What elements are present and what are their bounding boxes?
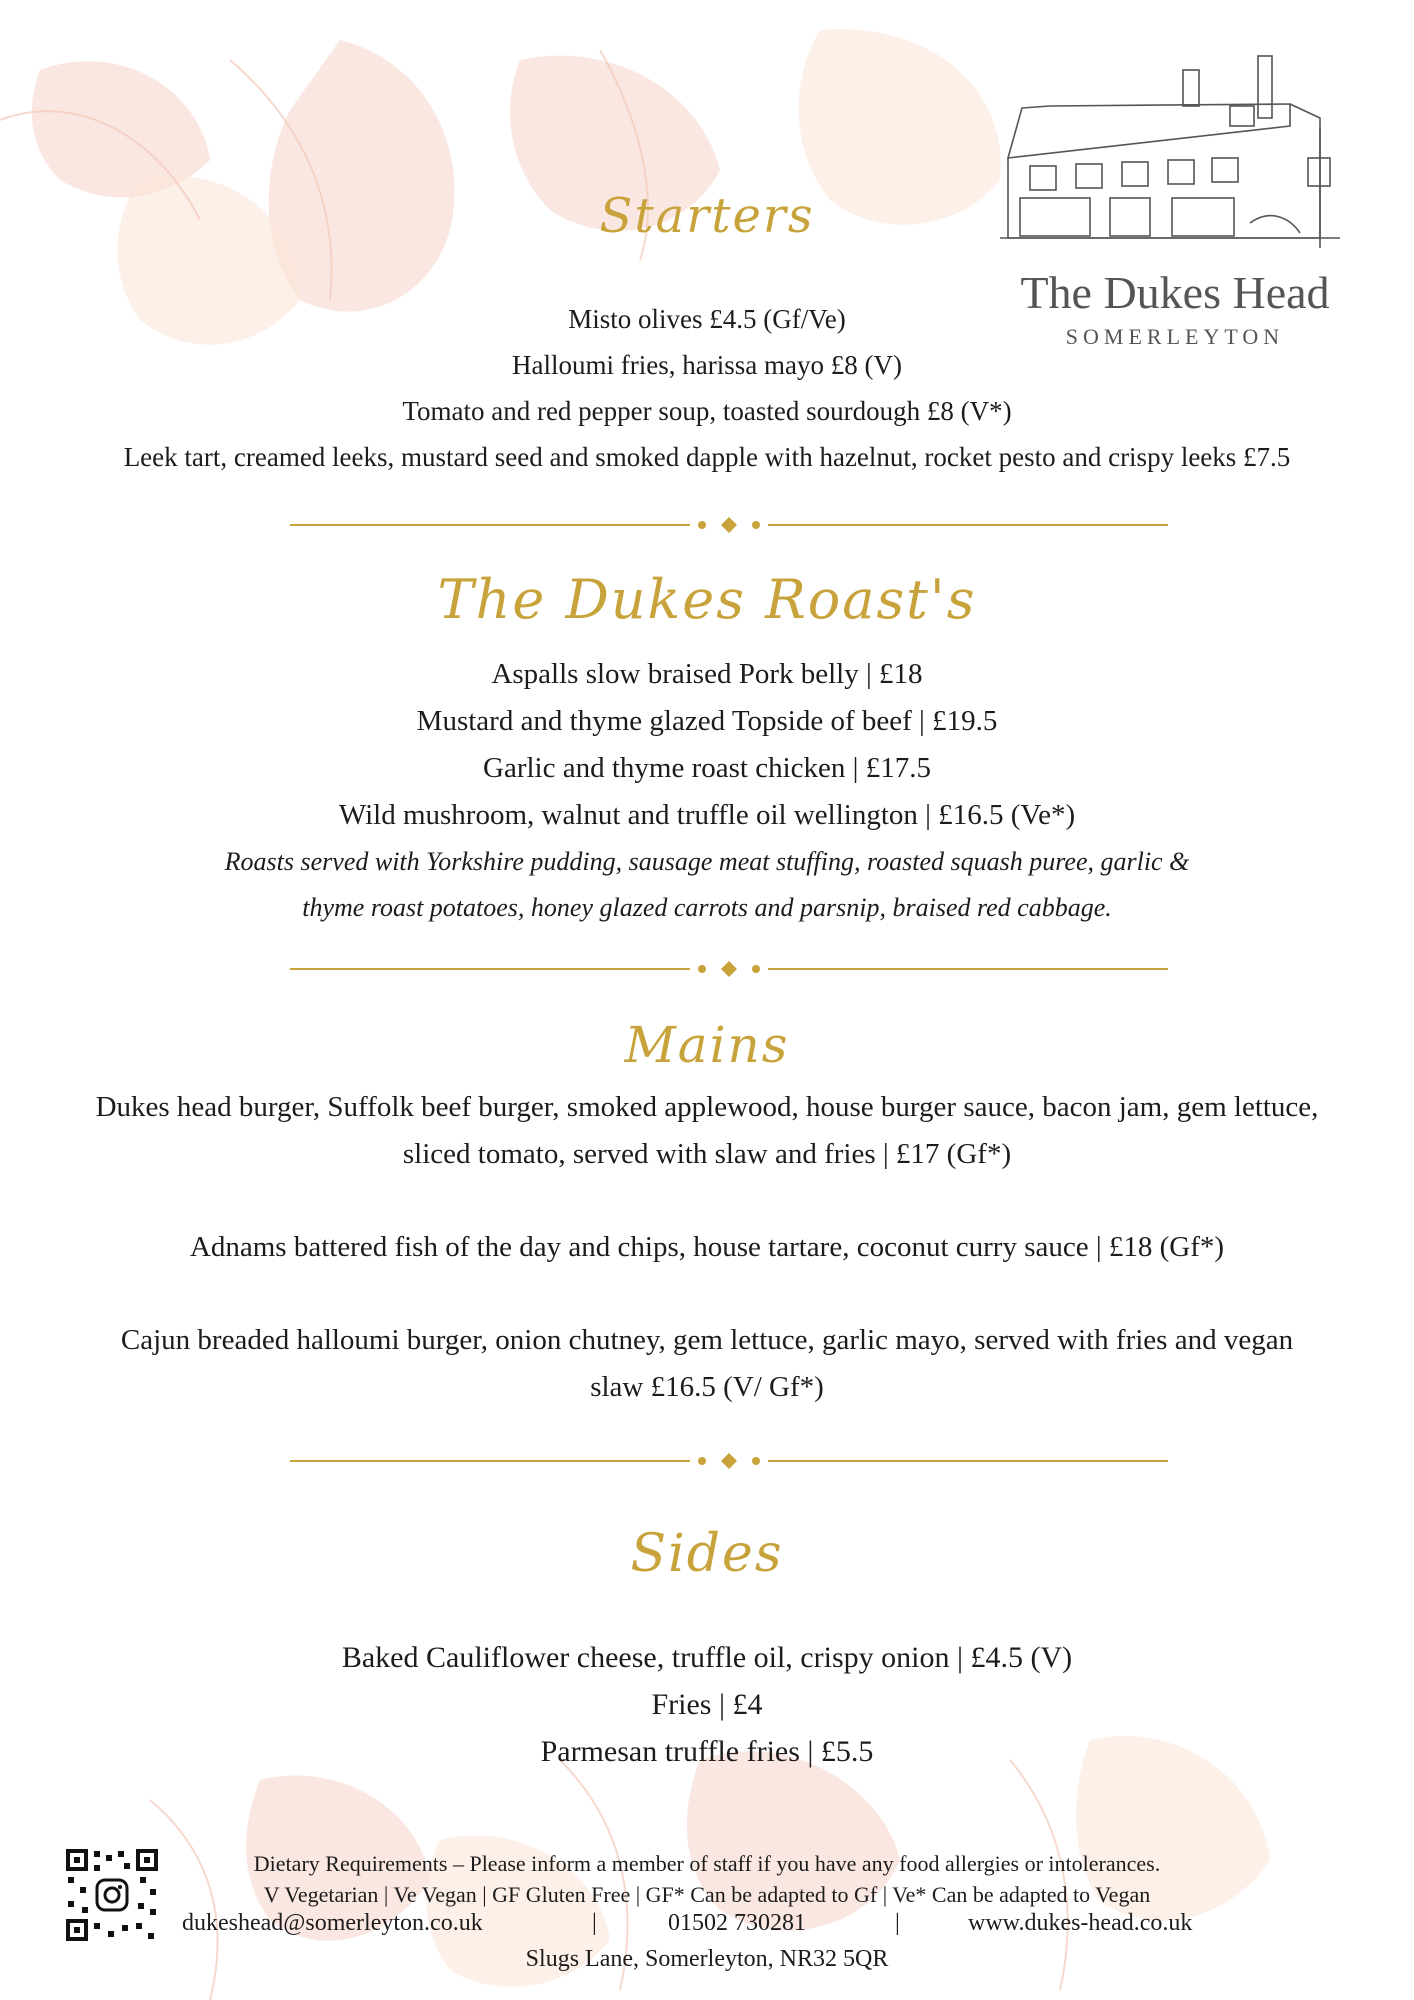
- side-item: Baked Cauliflower cheese, truffle oil, crispy onion | £4.5 (V): [341, 1641, 1073, 1674]
- sides-heading: Sides: [630, 1524, 784, 1584]
- logo-name: The Dukes Head: [1020, 267, 1330, 318]
- roasts-heading: The Dukes Roast's: [437, 568, 977, 631]
- side-item: Parmesan truffle fries | £5.5: [540, 1735, 874, 1768]
- starter-item: Leek tart, creamed leeks, mustard seed and smoked dapple with hazelnut, rocket pesto and crispy leeks £7.5: [123, 442, 1291, 472]
- footer-email[interactable]: dukeshead@somerleyton.co.uk: [182, 1910, 483, 1936]
- footer-website[interactable]: www.dukes-head.co.uk: [968, 1910, 1193, 1936]
- main-item: Cajun breaded halloumi burger, onion chutney, gem lettuce, garlic mayo, served with fries and vegan: [120, 1324, 1294, 1356]
- footer-key: V Vegetarian | Ve Vegan | GF Gluten Free | GF* Can be adapted to Gf | Ve* Can be adapted to Vegan: [263, 1882, 1151, 1907]
- roast-item: Mustard and thyme glazed Topside of beef | £19.5: [416, 705, 998, 737]
- main-item: slaw £16.5 (V/ Gf*): [590, 1371, 824, 1403]
- footer-phone[interactable]: 01502 730281: [668, 1910, 806, 1936]
- main-item: sliced tomato, served with slaw and fries | £17 (Gf*): [402, 1138, 1012, 1170]
- roast-item: Wild mushroom, walnut and truffle oil wellington | £16.5 (Ve*): [338, 799, 1076, 831]
- sides-list: [0, 1634, 1414, 1775]
- ornament-divider: [290, 1446, 1168, 1476]
- main-item: Adnams battered fish of the day and chips, house tartare, coconut curry sauce | £18 (Gf*): [189, 1231, 1225, 1263]
- side-item: Fries | £4: [651, 1688, 763, 1721]
- instagram-icon: [97, 1880, 127, 1910]
- roast-item: Garlic and thyme roast chicken | £17.5: [483, 752, 931, 784]
- mains-list: [0, 1084, 1414, 1411]
- mains-heading: Mains: [624, 1016, 790, 1074]
- ornament-divider: [290, 954, 1168, 984]
- roast-item: Aspalls slow braised Pork belly | £18: [491, 658, 923, 690]
- ornament-divider: [290, 510, 1168, 540]
- starters-heading: Starters: [599, 188, 815, 244]
- footer-address: Slugs Lane, Somerleyton, NR32 5QR: [525, 1946, 889, 1972]
- logo-subtitle: SOMERLEYTON: [1065, 324, 1285, 349]
- starter-item: Misto olives £4.5 (Gf/Ve): [568, 304, 846, 334]
- footer-separator: |: [592, 1910, 597, 1936]
- roast-note: Roasts served with Yorkshire pudding, sausage meat stuffing, roasted squash puree, garlic &: [224, 847, 1190, 876]
- starters-list: [0, 296, 1414, 480]
- qr-code-icon[interactable]: [64, 1847, 160, 1943]
- roasts-list: [0, 651, 1414, 931]
- footer-separator: |: [895, 1910, 900, 1936]
- starter-item: Tomato and red pepper soup, toasted sourdough £8 (V*): [402, 396, 1012, 426]
- footer-dietary: Dietary Requirements – Please inform a member of staff if you have any food allergies or intolerances.: [253, 1851, 1161, 1876]
- main-item: Dukes head burger, Suffolk beef burger, smoked applewood, house burger sauce, bacon jam, gem lettuce,: [95, 1091, 1319, 1123]
- starter-item: Halloumi fries, harissa mayo £8 (V): [512, 350, 902, 380]
- roast-note: thyme roast potatoes, honey glazed carrots and parsnip, braised red cabbage.: [302, 893, 1112, 922]
